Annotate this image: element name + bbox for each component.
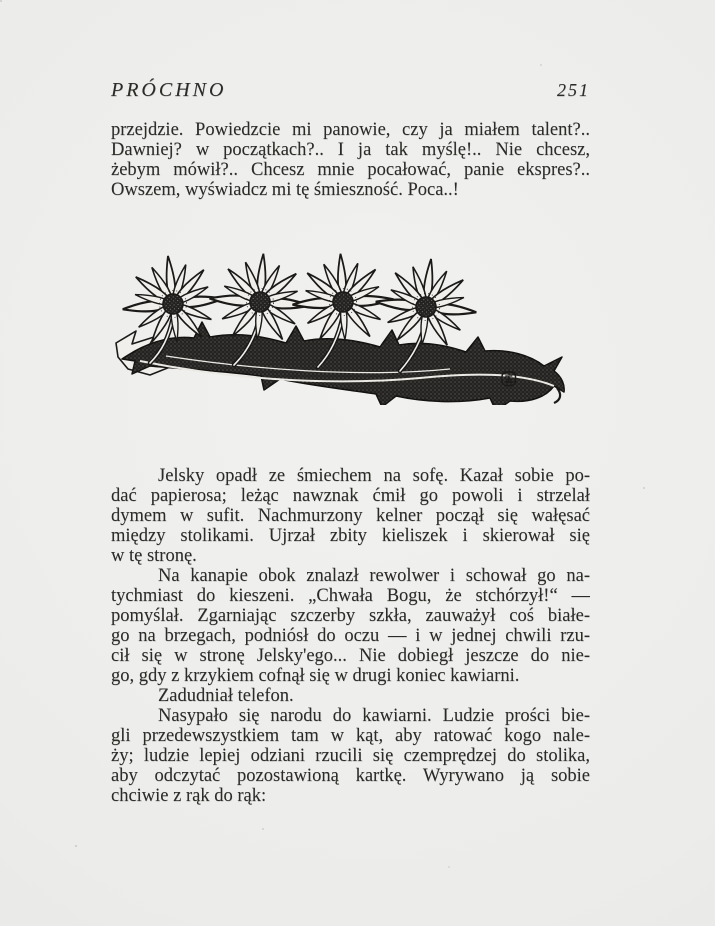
text-line: Jelsky opadł ze śmiechem na sofę. Kazał sobie po- (158, 466, 590, 486)
paragraph (111, 120, 590, 200)
running-title: PRÓCHNO (111, 79, 227, 101)
text-line: aby odczytać pozostawioną kartkę. Wyrywano ją sobie (111, 766, 590, 786)
paragraph (111, 686, 590, 706)
text-line: między stolikami. Ujrzał zbity kieliszek i skierował się (111, 526, 590, 546)
paragraph (111, 466, 590, 566)
paragraph (111, 706, 590, 806)
text-line: chciwie z rąk do rąk: (111, 786, 267, 806)
text-block-below-ornament (111, 466, 590, 806)
thistle-ornament-woodcut (110, 245, 570, 405)
text-line: przejdzie. Powiedzcie mi panowie, czy ja miałem talent?.. (111, 120, 590, 140)
text-line: go, gdy z krzykiem cofnął się w drugi koniec kawiarni. (111, 666, 520, 686)
text-line: pomyślał. Zgarniając szczerby szkła, zauważył coś białe- (111, 606, 590, 626)
text-line: go na brzegach, podniósł do oczu — i w jednej chwili rzu- (111, 626, 590, 646)
text-line: żebym mówił?.. Chcesz mnie pocałować, panie ekspres?.. (111, 160, 590, 180)
text-line: w tę stronę. (111, 546, 197, 566)
page-number: 251 (557, 80, 590, 100)
text-line: tychmiast do kieszeni. „Chwała Bogu, że stchórzył!“ — (111, 586, 590, 606)
text-line: gli przedewszystkiem tam w kąt, aby ratować kogo nale- (111, 726, 590, 746)
text-line: Na kanapie obok znalazł rewolwer i schował go na- (158, 566, 590, 586)
text-line: cił się w stronę Jelsky'ego... Nie dobiegł jeszcze do nie- (111, 646, 590, 666)
text-line: Nasypało się narodu do kawiarni. Ludzie prości bie- (158, 706, 590, 726)
text-line: Owszem, wyświadcz mi tę śmieszność. Poca..! (111, 180, 459, 200)
page-header (111, 79, 590, 102)
dust-specks (0, 0, 2, 2)
text-line: dać papierosa; leżąc nawznak ćmił go powoli i strzelał (111, 486, 590, 506)
paragraph (111, 566, 590, 686)
text-line: Zadudniał telefon. (158, 686, 294, 706)
text-line: ży; ludzie lepiej odziani rzucili się czemprędzej do stolika, (111, 746, 590, 766)
text-block-above-ornament (111, 120, 590, 200)
text-line: dymem w sufit. Nachmurzony kelner począł się wałęsać (111, 506, 590, 526)
text-line: Dawniej? w początkach?.. I ja tak myślę!.. Nie chcesz, (111, 140, 590, 160)
